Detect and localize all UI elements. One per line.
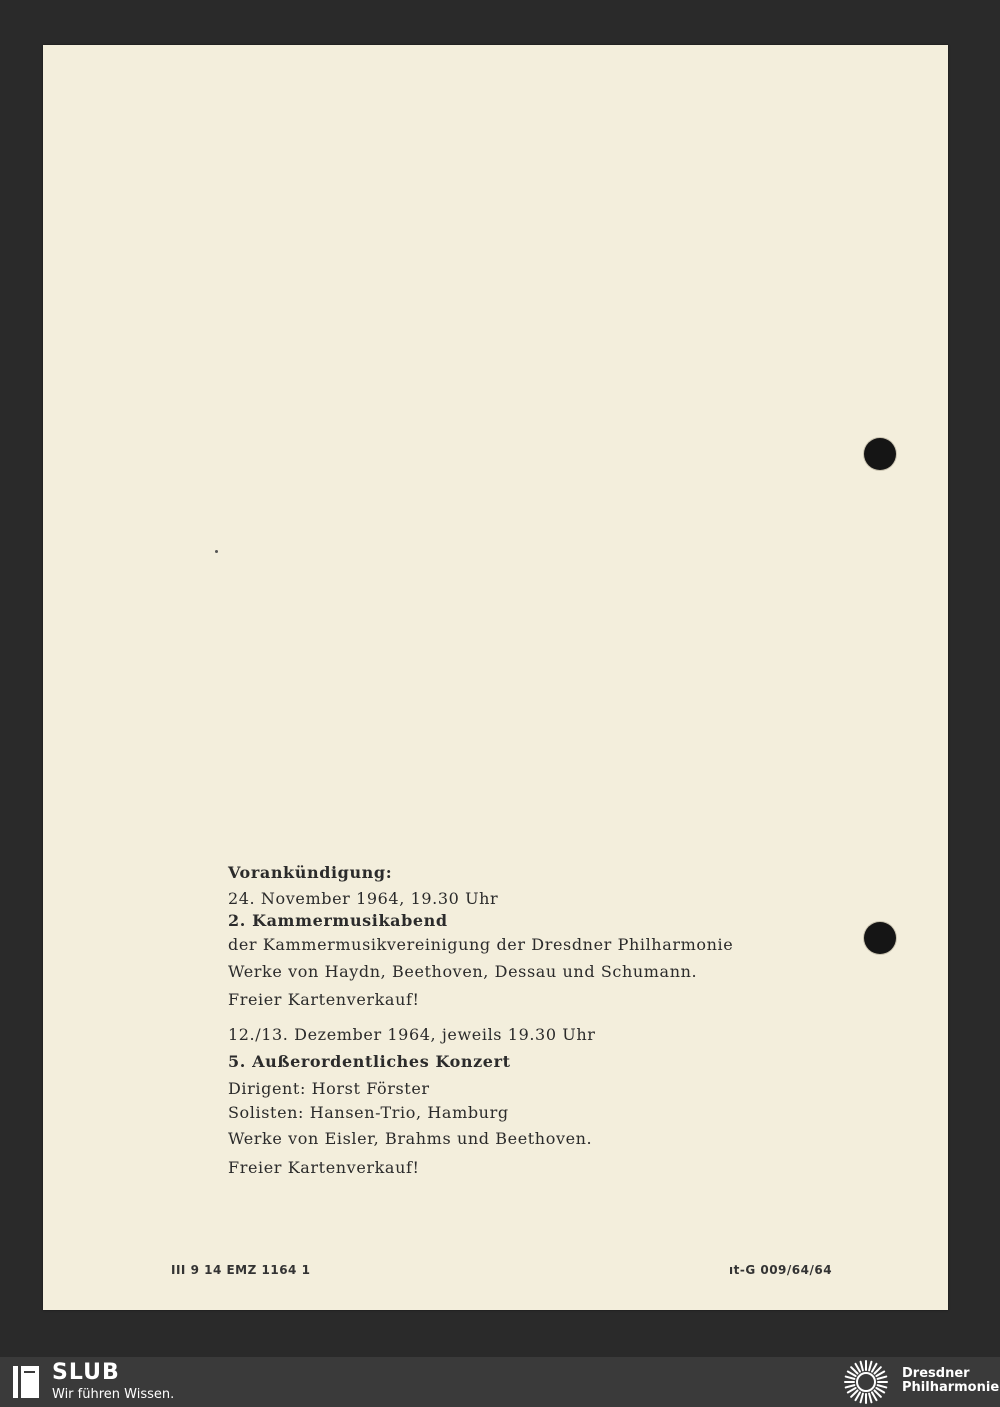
viewer-footer-bar xyxy=(0,1357,1000,1407)
event-line: Dirigent: Horst Förster xyxy=(228,1079,430,1098)
event-line: Freier Kartenverkauf! xyxy=(228,1158,420,1177)
punch-hole xyxy=(864,438,896,470)
slub-name: SLUB xyxy=(52,1360,120,1385)
event-date: 12./13. Dezember 1964, jeweils 19.30 Uhr xyxy=(228,1025,596,1044)
document-page xyxy=(43,45,948,1310)
announcement-heading: Vorankündigung: xyxy=(228,863,393,882)
event-line: Werke von Haydn, Beethoven, Dessau und Schumann. xyxy=(228,962,698,981)
paper-speck xyxy=(215,550,218,553)
event-line: Solisten: Hansen-Trio, Hamburg xyxy=(228,1103,509,1122)
event-line: der Kammermusikvereinigung der Dresdner Philharmonie xyxy=(228,935,734,954)
book-icon xyxy=(12,1365,40,1399)
event-date: 24. November 1964, 19.30 Uhr xyxy=(228,889,499,908)
event-title: 2. Kammermusikabend xyxy=(228,911,448,930)
print-code-left: III 9 14 EMZ 1164 1 xyxy=(171,1263,311,1277)
philharmonie-line-2: Philharmonie xyxy=(902,1380,1000,1395)
event-line: Freier Kartenverkauf! xyxy=(228,990,420,1009)
sunburst-logo-icon xyxy=(842,1359,890,1405)
event-2 xyxy=(228,1022,733,1182)
print-code-right: ıt-G 009/64/64 xyxy=(729,1263,833,1277)
philharmonie-line-1: Dresdner xyxy=(902,1366,970,1381)
event-title: 5. Außerordentliches Konzert xyxy=(228,1052,511,1071)
slub-slogan: Wir führen Wissen. xyxy=(52,1387,175,1402)
punch-hole xyxy=(864,922,896,954)
philharmonie-name xyxy=(902,1367,999,1395)
event-line: Werke von Eisler, Brahms und Beethoven. xyxy=(228,1129,593,1148)
announcement-block xyxy=(228,862,733,1182)
event-1 xyxy=(228,888,733,1014)
